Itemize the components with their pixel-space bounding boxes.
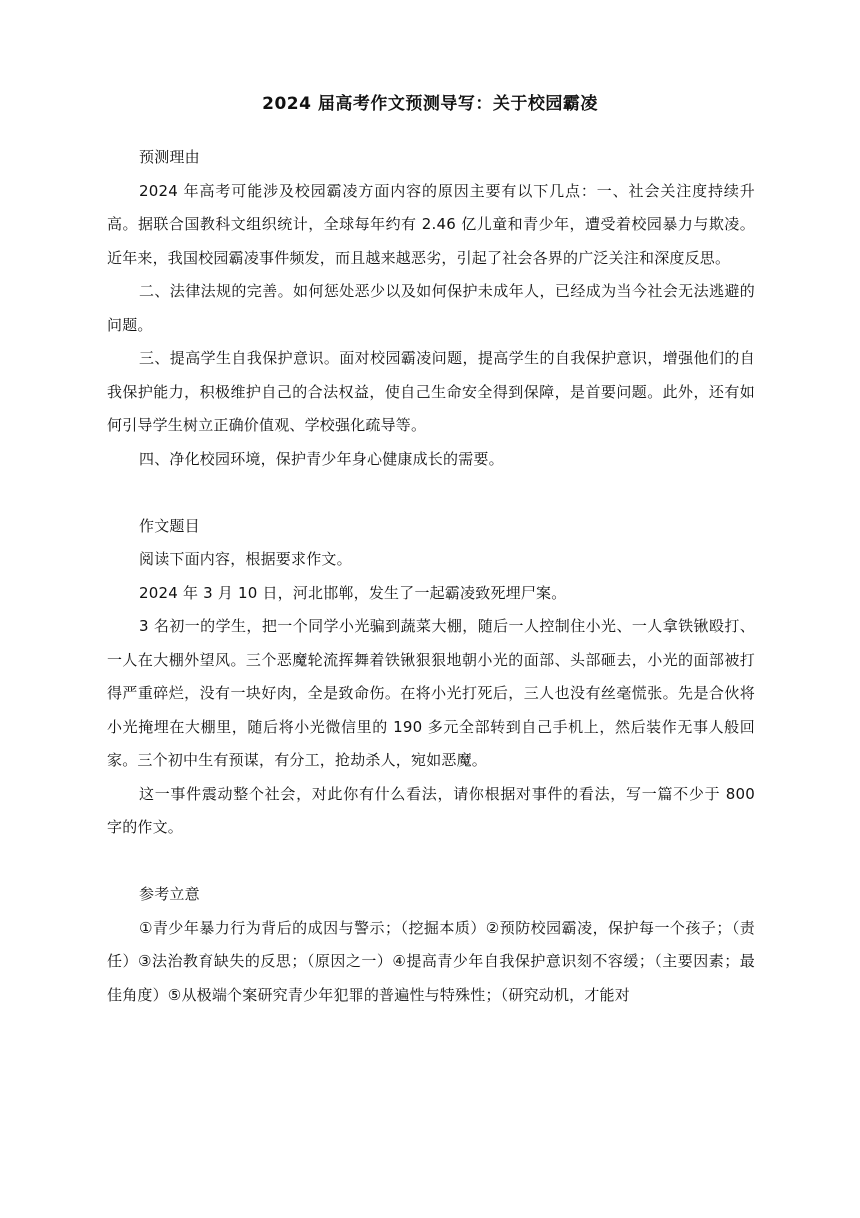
section-heading-ideas: 参考立意 xyxy=(139,885,200,903)
paragraph-topic-4: 这一事件震动整个社会，对此你有什么看法，请你根据对事件的看法，写一篇不少于 800 字的作文。 xyxy=(107,784,755,836)
paragraph-reason-4: 四、净化校园环境，保护青少年身心健康成长的需要。 xyxy=(139,449,504,468)
blank-line xyxy=(107,845,755,879)
section-heading-topic: 作文题目 xyxy=(139,516,200,535)
paragraph-ideas-1: ①青少年暴力行为背后的成因与警示；（挖掘本质）②预防校园霸凌，保护每一个孩子；（责任）③法治教育缺失的反思；（原因之一）④提高青少年自我保护意识刻不容缓；（主要因素；最佳角度）⑤从极端个案研究青少年犯罪的普遍性与特殊性；（研究动机，才能对 xyxy=(107,918,755,1004)
paragraph-topic-3: 3 名初一的学生，把一个同学小光骗到蔬菜大棚，随后一人控制住小光、一人拿铁锹殴打、一人在大棚外望风。三个恶魔轮流挥舞着铁锹狠狠地朝小光的面部、头部砸去，小光的面部被打得严重碎烂，没有一块好肉，全是致命伤。在将小光打死后，三人也没有丝毫慌张。先是合伙将小光掩埋在大棚里，随后将小光微信里的 190 多元全部转到自己手机上，然后装作无事人般回家。三个初中生有预谋，有分工，抢劫杀人，宛如恶魔。 xyxy=(107,617,755,769)
blank-line xyxy=(107,476,755,510)
paragraph-reason-3: 三、提高学生自我保护意识。面对校园霸凌问题，提高学生的自我保护意识，增强他们的自我保护能力，积极维护自己的合法权益，使自己生命安全得到保障，是首要问题。此外，还有如何引导学生树立正确价值观、学校强化疏导等。 xyxy=(107,349,755,434)
section-heading-reason: 预测理由 xyxy=(139,148,200,166)
document-body xyxy=(107,141,755,1012)
paragraph-topic-2: 2024 年 3 月 10 日，河北邯郸，发生了一起霸凌致死埋尸案。 xyxy=(139,583,567,602)
paragraph-reason-2: 二、法律法规的完善。如何惩处恶少以及如何保护未成年人，已经成为当今社会无法逃避的问题。 xyxy=(107,282,755,334)
paragraph-topic-1: 阅读下面内容，根据要求作文。 xyxy=(139,550,352,568)
document-title: 2024 届高考作文预测导写：关于校园霸凌 xyxy=(262,94,598,114)
paragraph-reason-1: 2024 年高考可能涉及校园霸凌方面内容的原因主要有以下几点：一、社会关注度持续升高。据联合国教科文组织统计，全球每年约有 2.46 亿儿童和青少年，遭受着校园暴力与欺凌。近年来，我国校园霸凌事件频发，而且越来越恶劣，引起了社会各界的广泛关注和深度反思。 xyxy=(107,181,755,267)
